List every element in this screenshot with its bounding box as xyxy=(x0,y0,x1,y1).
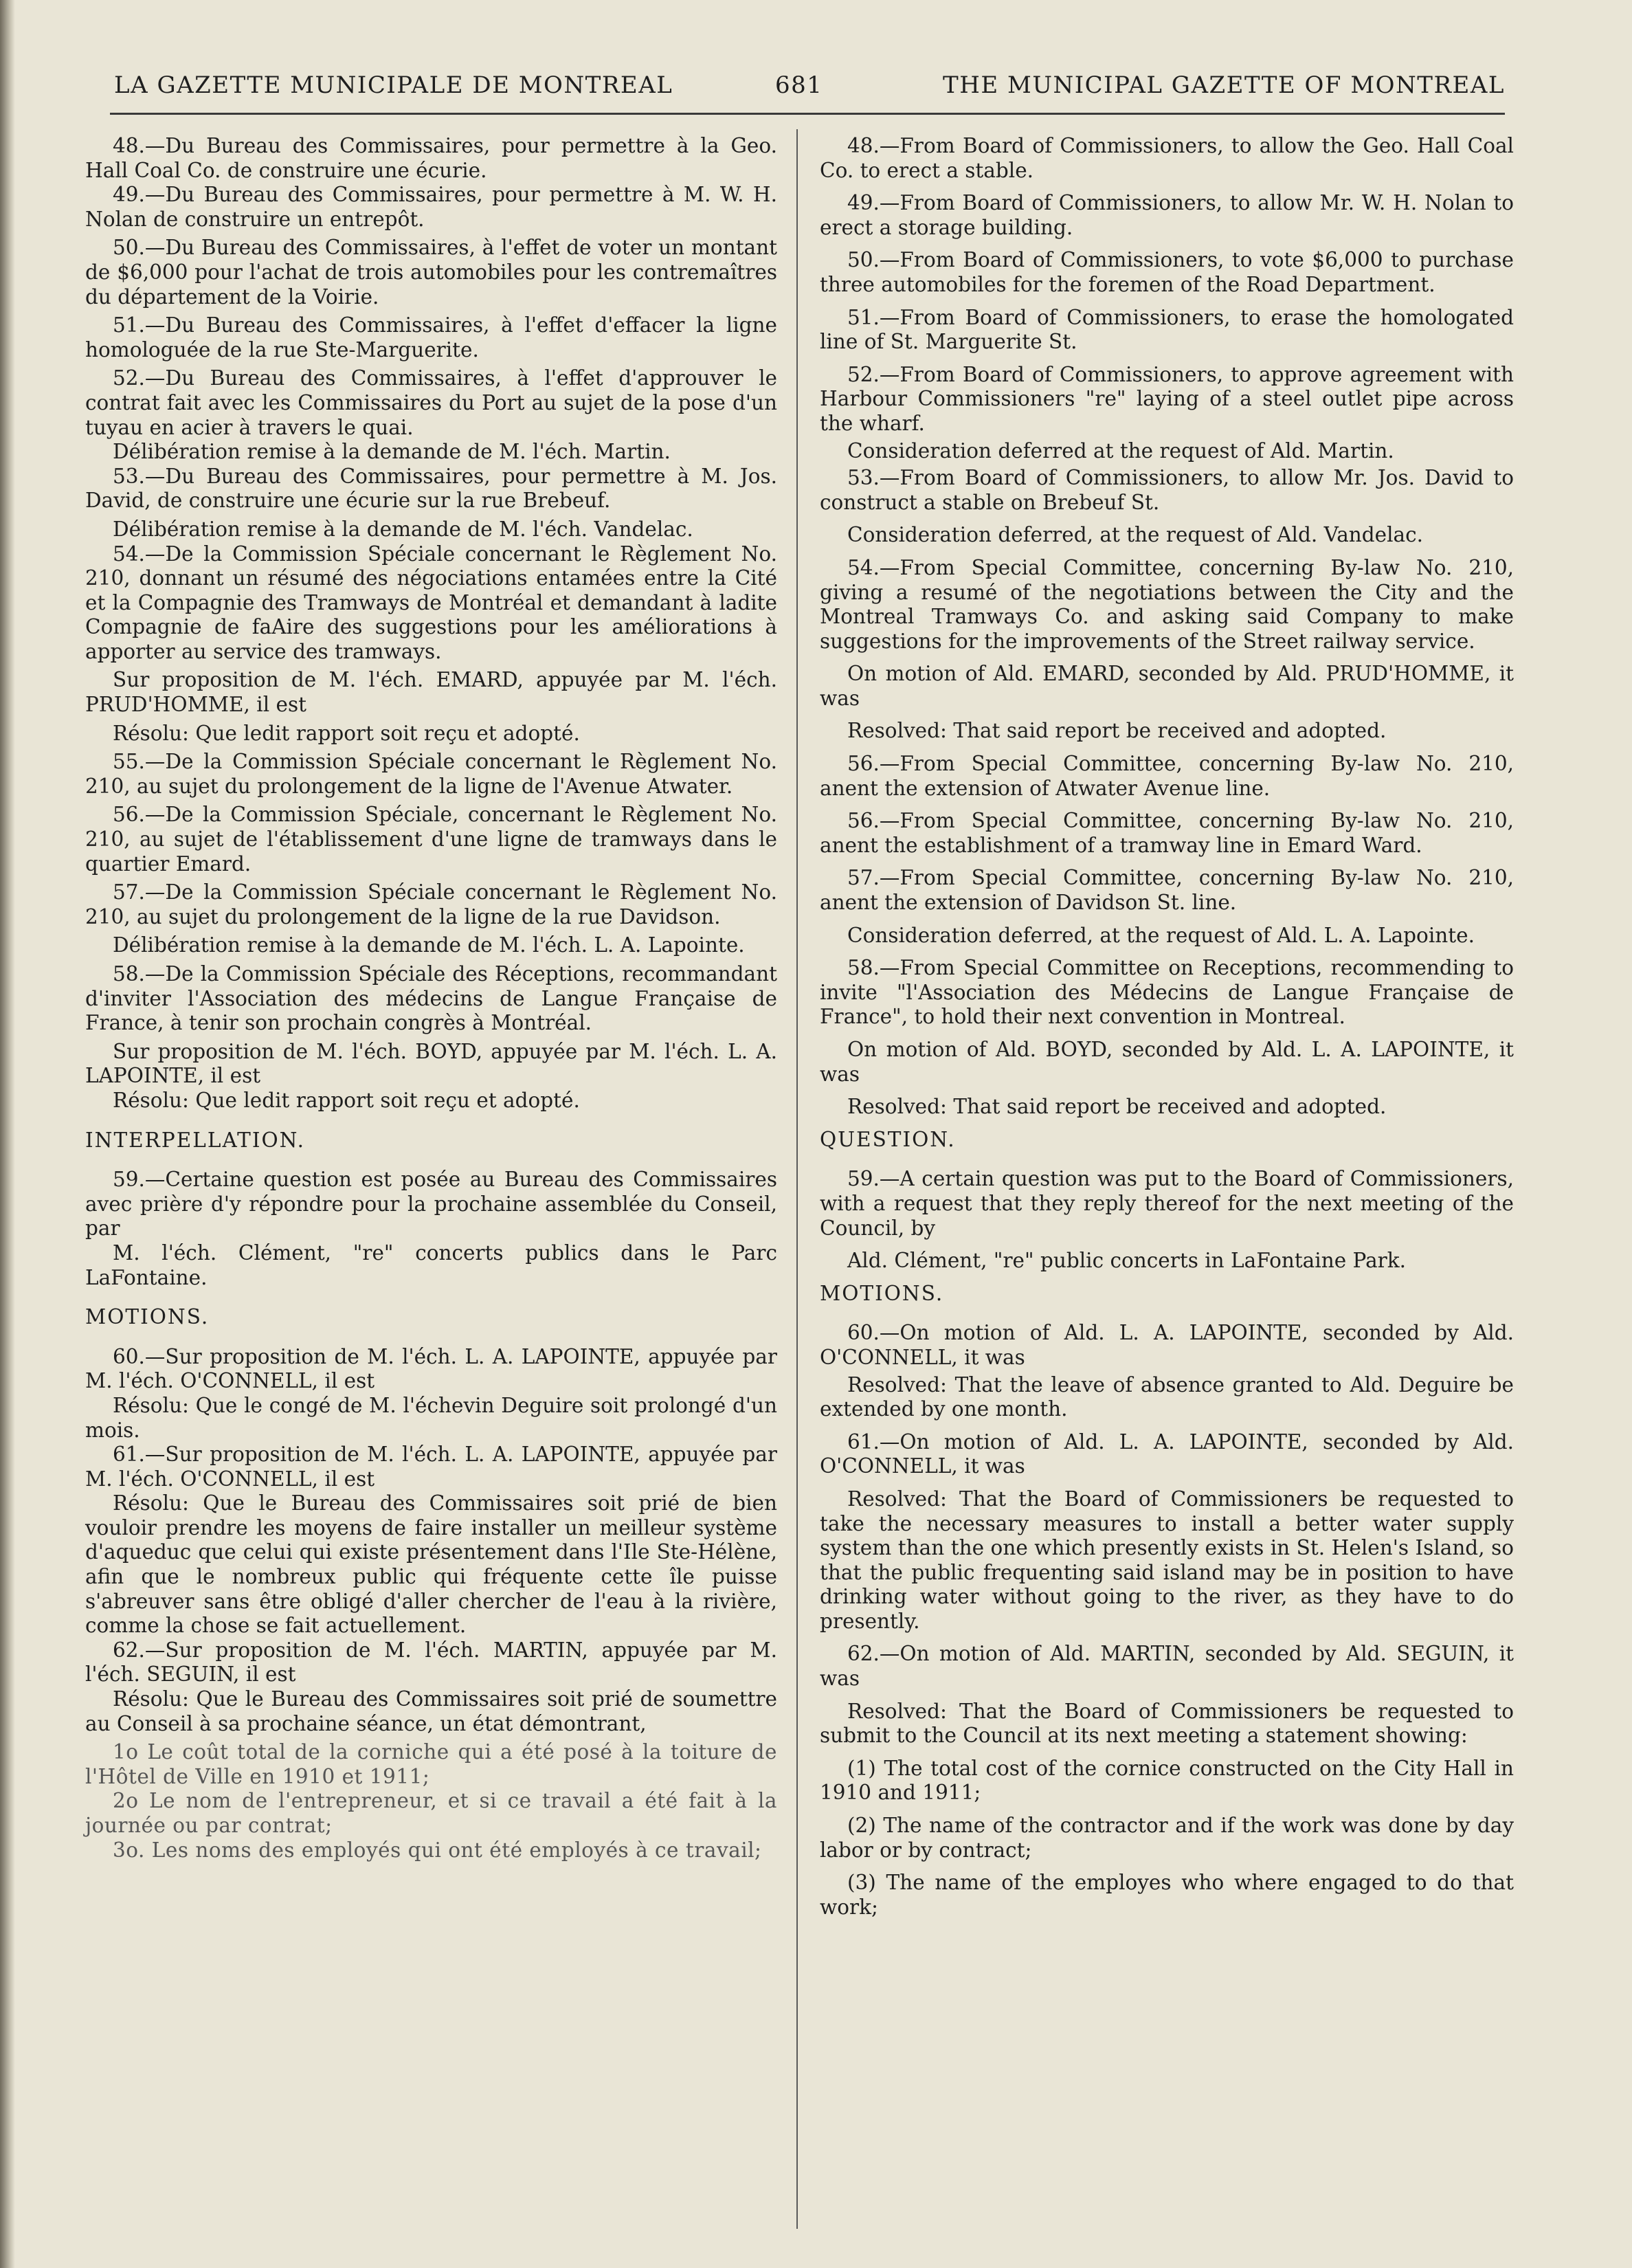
en-resolution-61: Resolved: That the Board of Commissioners be requested to take the necessary measures to install a better water supply system than the one which presently exists in St. Helen's Island, so that the public frequenting said island may be in position to have drinking water without going to the river, as they have to do presently. xyxy=(820,1487,1514,1633)
fr-item-61: 61.—Sur proposition de M. l'éch. L. A. LAPOINTE, appuyée par M. l'éch. O'CONNELL, il est xyxy=(85,1443,777,1491)
fr-list-2: 2o Le nom de l'entrepreneur, et si ce travail a été fait à la journée ou par contrat; xyxy=(85,1789,777,1837)
fr-deliberation-lapointe: Délibération remise à la demande de M. l'éch. L. A. Lapointe. xyxy=(113,933,745,957)
page-binding-edge xyxy=(0,0,15,2268)
en-deferred-lapointe: Consideration deferred, at the request of Ald. L. A. Lapointe. xyxy=(847,923,1475,947)
en-item-61: 61.—On motion of Ald. L. A. LAPOINTE, seconded by Ald. O'CONNELL, it was xyxy=(820,1430,1514,1478)
fr-question-clement: M. l'éch. Clément, "re" concerts publics dans le Parc LaFontaine. xyxy=(85,1241,777,1289)
en-motion-boyd: On motion of Ald. BOYD, seconded by Ald. L. A. LAPOINTE, it was xyxy=(820,1038,1514,1086)
en-item-49: 49.—From Board of Commissioners, to allow Mr. W. H. Nolan to erect a storage building. xyxy=(820,191,1514,239)
fr-resolution-62: Résolu: Que le Bureau des Commissaires soit prié de soumettre au Conseil à sa prochaine séance, un état démontrant, xyxy=(85,1687,777,1735)
en-item-51: 51.—From Board of Commissioners, to erase the homologated line of St. Marguerite St. xyxy=(820,305,1514,354)
en-resolution-58: Resolved: That said report be received and adopted. xyxy=(847,1095,1387,1119)
header-rule xyxy=(110,113,1505,115)
fr-item-58: 58.—De la Commission Spéciale des Réceptions, recommandant d'inviter l'Association des médecins de Langue Française de France, à tenir son prochain congrès à Montréal. xyxy=(85,962,777,1035)
en-list-1: (1) The total cost of the cornice constructed on the City Hall in 1910 and 1911; xyxy=(820,1756,1514,1805)
en-item-58: 58.—From Special Committee on Receptions, recommending to invite "l'Association des Médecins de Langue Française de France", to hold their next convention in Montreal. xyxy=(820,956,1514,1029)
fr-resolution-58: Résolu: Que ledit rapport soit reçu et adopté. xyxy=(113,1088,580,1112)
en-question-clement: Ald. Clément, "re" public concerts in LaFontaine Park. xyxy=(847,1249,1407,1273)
en-list-2: (2) The name of the contractor and if the work was done by day labor or by contract; xyxy=(820,1814,1514,1862)
en-deferred-vandelac: Consideration deferred, at the request of Ald. Vandelac. xyxy=(847,523,1424,547)
fr-resolution-54: Résolu: Que ledit rapport soit reçu et adopté. xyxy=(113,721,580,745)
en-item-59: 59.—A certain question was put to the Board of Commissioners, with a request that they reply thereof for the next meeting of the Council, by xyxy=(820,1167,1514,1240)
en-motion-emard: On motion of Ald. EMARD, seconded by Ald. PRUD'HOMME, it was xyxy=(820,662,1514,710)
en-item-57: 57.—From Special Committee, concerning By-law No. 210, anent the extension of Davidson St. line. xyxy=(820,866,1514,915)
en-heading-motions: MOTIONS. xyxy=(820,1281,944,1305)
fr-motion-emard: Sur proposition de M. l'éch. EMARD, appuyée par M. l'éch. PRUD'HOMME, il est xyxy=(85,668,777,717)
fr-heading-interpellation: INTERPELLATION. xyxy=(85,1128,305,1152)
fr-item-50: 50.—Du Bureau des Commissaires, à l'effet de voter un montant de $6,000 pour l'achat de trois automobiles pour les contremaîtres du département de la Voirie. xyxy=(85,236,777,309)
en-item-52: 52.—From Board of Commissioners, to approve agreement with Harbour Commissioners "re" laying of a steel outlet pipe across the wharf. xyxy=(820,362,1514,435)
fr-item-55: 55.—De la Commission Spéciale concernant le Règlement No. 210, au sujet du prolongement de la ligne de l'Avenue Atwater. xyxy=(85,750,777,798)
fr-resolution-60: Résolu: Que le congé de M. l'échevin Deguire soit prolongé d'un mois. xyxy=(85,1393,777,1442)
fr-list-1: 1o Le coût total de la corniche qui a été posé à la toiture de l'Hôtel de Ville en 1910 et 1911; xyxy=(85,1740,777,1788)
en-resolution-60: Resolved: That the leave of absence granted to Ald. Deguire be extended by one month. xyxy=(820,1372,1514,1421)
en-item-60: 60.—On motion of Ald. L. A. LAPOINTE, seconded by Ald. O'CONNELL, it was xyxy=(820,1321,1514,1369)
fr-resolution-61: Résolu: Que le Bureau des Commissaires soit prié de bien vouloir prendre les moyens de faire installer un meilleur système d'aqueduc que celui qui existe présentement dans l'Ile Ste-Hélène, afin que le nombreux public qui fréquente cette île puisse s'abreuver sans être obligé d'aller chercher de l'eau à la rivière, comme la chose se fait actuellement. xyxy=(85,1491,777,1638)
fr-heading-motions: MOTIONS. xyxy=(85,1305,210,1329)
fr-item-51: 51.—Du Bureau des Commissaires, à l'effet d'effacer la ligne homologuée de la rue Ste-Marguerite. xyxy=(85,313,777,362)
fr-list-3: 3o. Les noms des employés qui ont été employés à ce travail; xyxy=(113,1838,762,1862)
en-deferred-martin: Consideration deferred at the request of Ald. Martin. xyxy=(847,438,1394,463)
en-item-62: 62.—On motion of Ald. MARTIN, seconded by Ald. SEGUIN, it was xyxy=(820,1642,1514,1691)
en-item-54: 54.—From Special Committee, concerning By-law No. 210, giving a resumé of the negotiations between the City and the Montreal Tramways Co. and asking said Company to make suggestions for the improvements of the Street railway service. xyxy=(820,555,1514,653)
fr-item-54: 54.—De la Commission Spéciale concernant le Règlement No. 210, donnant un résumé des négociations entamées entre la Cité et la Compagnie des Tramways de Montréal et demandant à ladite Compagnie de faAire des suggestions pour les améliorations à apporter au service des tramways. xyxy=(85,542,777,663)
english-column xyxy=(820,134,1514,1928)
en-item-48: 48.—From Board of Commissioners, to allow the Geo. Hall Coal Co. to erect a stable. xyxy=(820,134,1514,182)
fr-item-59: 59.—Certaine question est posée au Bureau des Commissaires avec prière d'y répondre pour la prochaine assemblée du Conseil, par xyxy=(85,1168,777,1241)
header-title-french: LA GAZETTE MUNICIPALE DE MONTREAL xyxy=(114,71,673,99)
en-heading-question: QUESTION. xyxy=(820,1127,956,1151)
fr-deliberation-martin: Délibération remise à la demande de M. l'éch. Martin. xyxy=(113,440,671,464)
en-item-53: 53.—From Board of Commissioners, to allow Mr. Jos. David to construct a stable on Brebeuf St. xyxy=(820,466,1514,514)
column-divider xyxy=(796,129,798,2229)
page-header xyxy=(110,71,1505,104)
fr-item-56: 56.—De la Commission Spéciale, concernant le Règlement No. 210, au sujet de l'établissement d'une ligne de tramways dans le quartier Emard. xyxy=(85,803,777,876)
fr-item-60: 60.—Sur proposition de M. l'éch. L. A. LAPOINTE, appuyée par M. l'éch. O'CONNELL, il est xyxy=(85,1344,777,1393)
en-list-3: (3) The name of the employes who where engaged to do that work; xyxy=(820,1871,1514,1919)
page-number: 681 xyxy=(775,71,823,99)
fr-deliberation-vandelac: Délibération remise à la demande de M. l'éch. Vandelac. xyxy=(113,517,693,541)
en-resolution-62: Resolved: That the Board of Commissioners be requested to submit to the Council at its next meeting a statement showing: xyxy=(820,1699,1514,1748)
en-item-50: 50.—From Board of Commissioners, to vote $6,000 to purchase three automobiles for the foremen of the Road Department. xyxy=(820,248,1514,296)
fr-item-52: 52.—Du Bureau des Commissaires, à l'effet d'approuver le contrat fait avec les Commissaires du Port au sujet de la pose d'un tuyau en acier à travers le quai. xyxy=(85,366,777,439)
fr-item-57: 57.—De la Commission Spéciale concernant le Règlement No. 210, au sujet du prolongement de la ligne de la rue Davidson. xyxy=(85,880,777,929)
fr-item-48: 48.—Du Bureau des Commissaires, pour permettre à la Geo. Hall Coal Co. de construire une écurie. xyxy=(85,134,777,182)
en-resolution-54: Resolved: That said report be received and adopted. xyxy=(847,719,1387,743)
fr-motion-boyd: Sur proposition de M. l'éch. BOYD, appuyée par M. l'éch. L. A. LAPOINTE, il est xyxy=(85,1039,777,1088)
french-column xyxy=(85,134,777,1863)
fr-item-49: 49.—Du Bureau des Commissaires, pour permettre à M. W. H. Nolan de construire un entrepôt. xyxy=(85,183,777,231)
en-item-55: 56.—From Special Committee, concerning By-law No. 210, anent the extension of Atwater Avenue line. xyxy=(820,752,1514,800)
fr-item-53: 53.—Du Bureau des Commissaires, pour permettre à M. Jos. David, de construire une écurie sur la rue Brebeuf. xyxy=(85,464,777,513)
fr-item-62: 62.—Sur proposition de M. l'éch. MARTIN, appuyée par M. l'éch. SEGUIN, il est xyxy=(85,1638,777,1687)
header-title-english: THE MUNICIPAL GAZETTE OF MONTREAL xyxy=(943,71,1505,99)
en-item-56: 56.—From Special Committee, concerning By-law No. 210, anent the establishment of a tramway line in Emard Ward. xyxy=(820,809,1514,857)
